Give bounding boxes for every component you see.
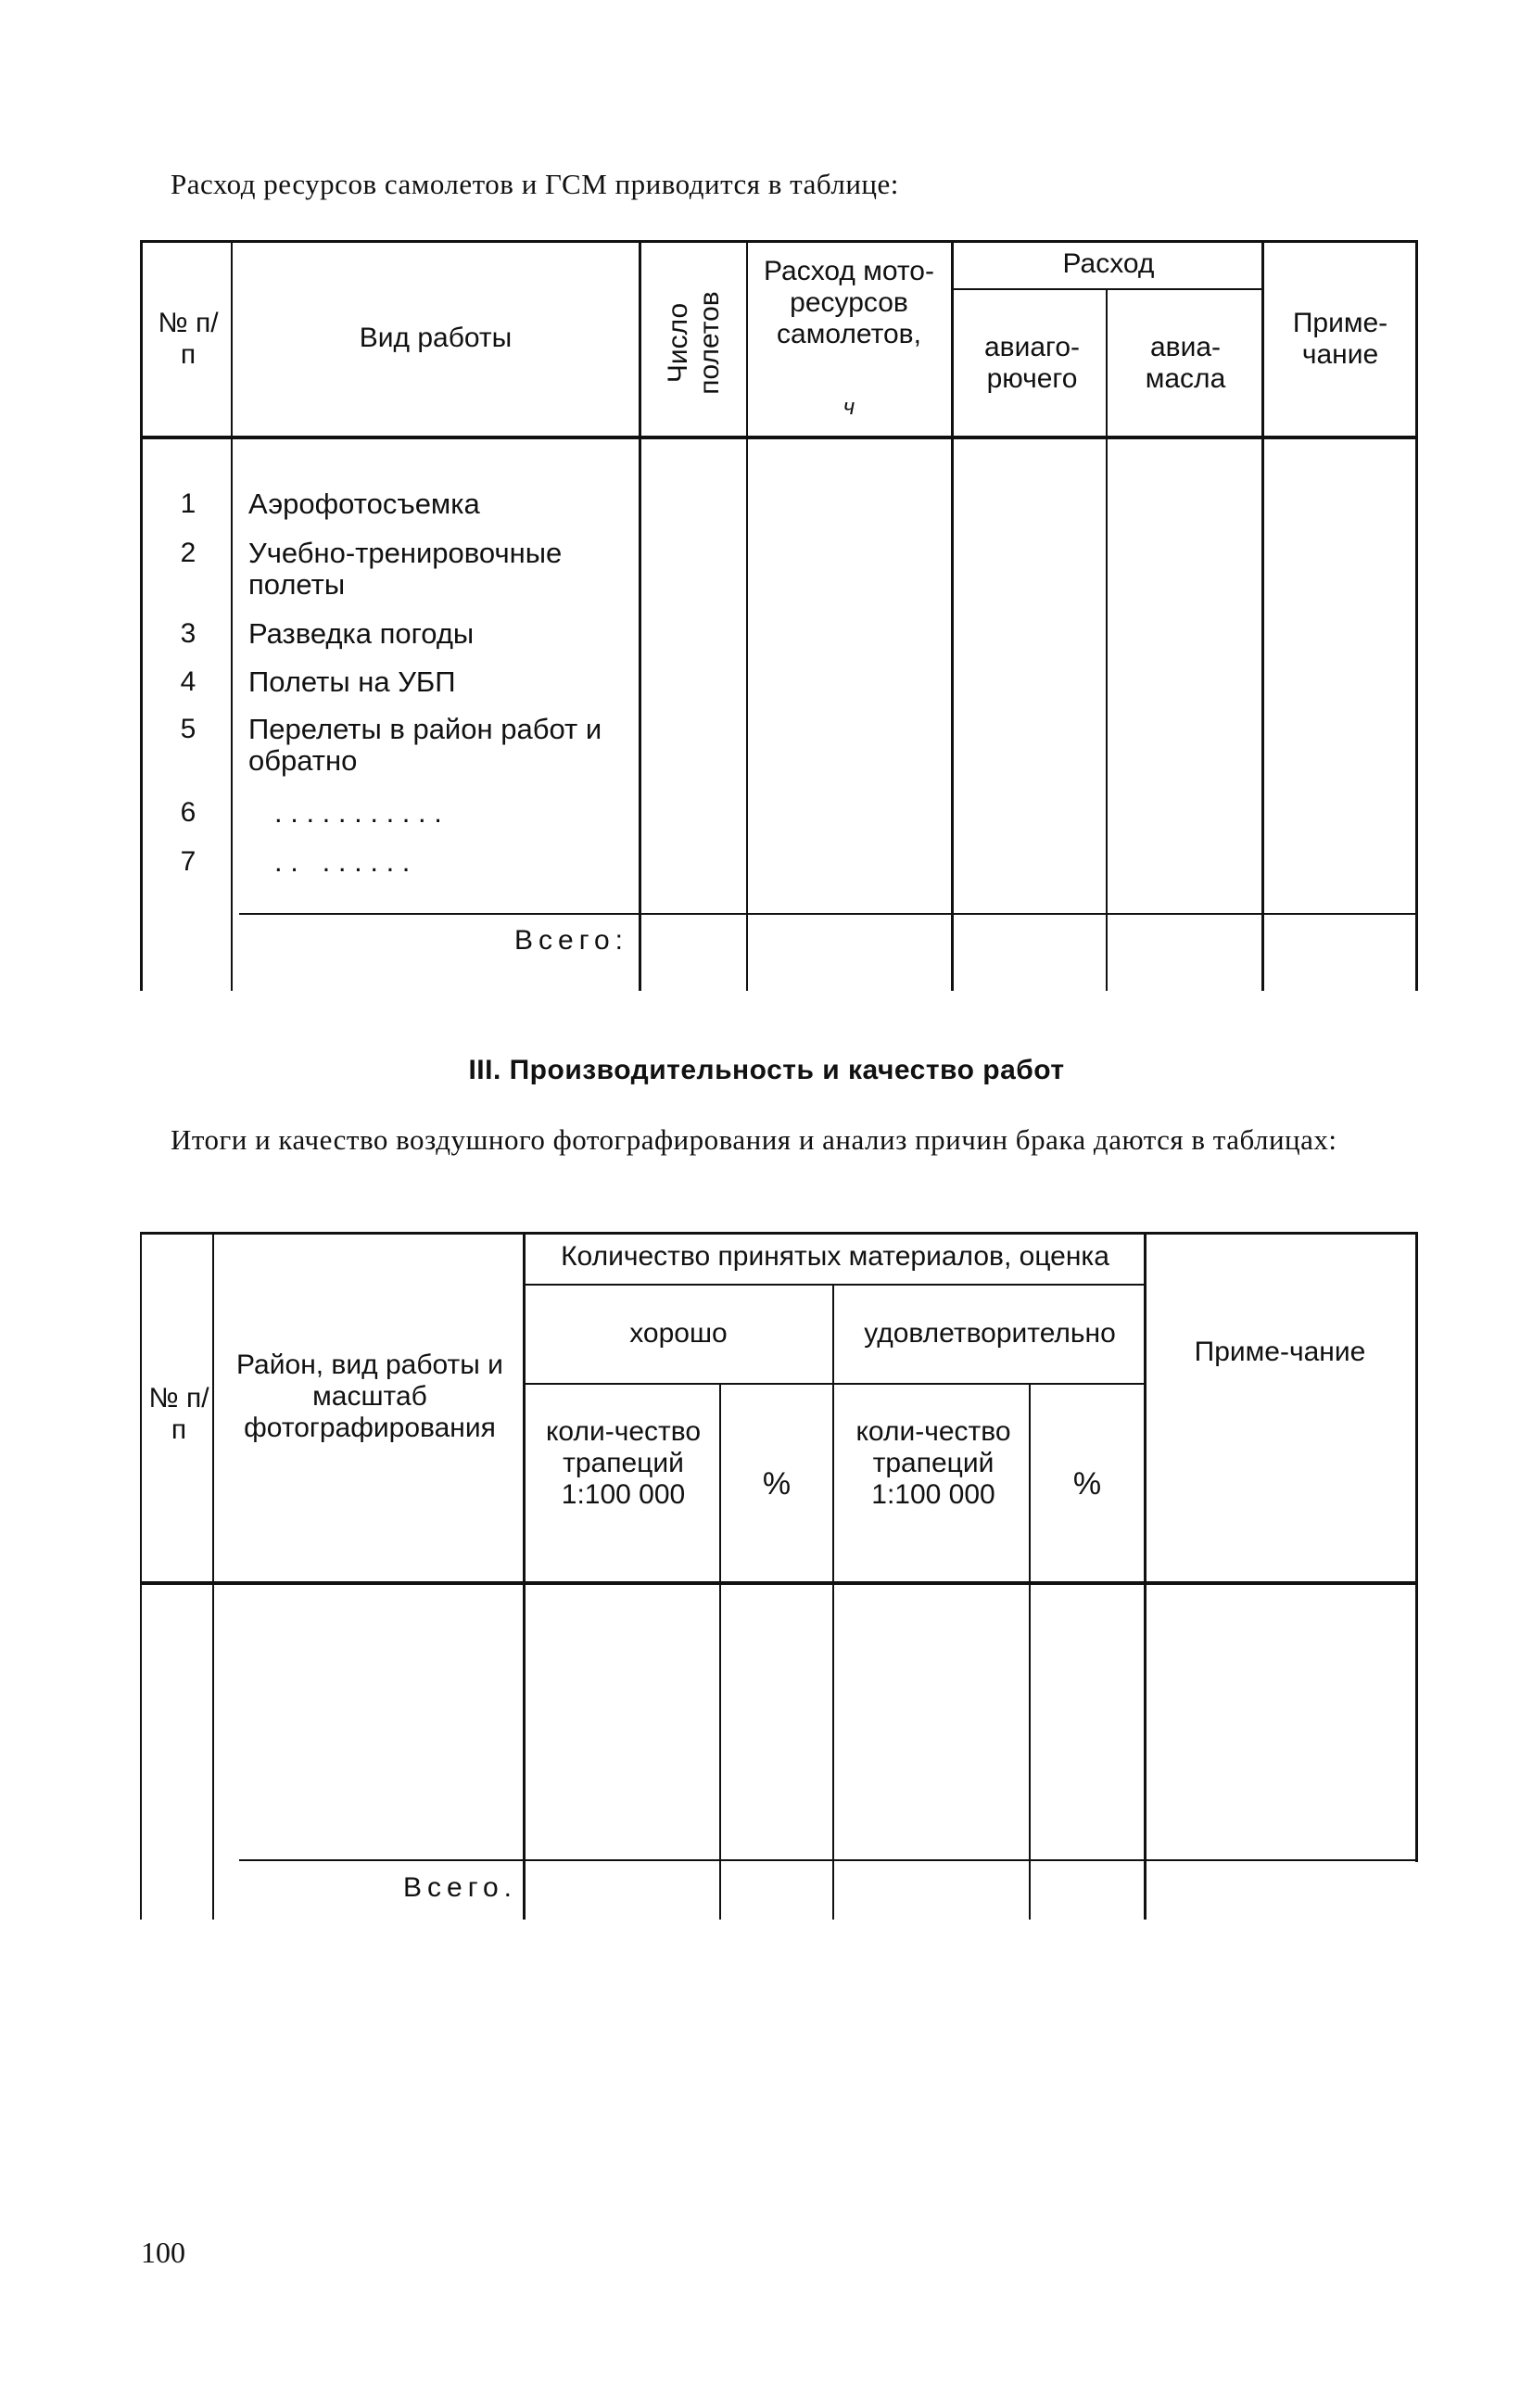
t2-header-accepted: Количество принятых материалов, оценка <box>561 1241 1109 1272</box>
t1-row-name: Разведка погоды <box>248 617 475 650</box>
t2-header-count-good: коли-чество трапеций 1:100 000 <box>545 1416 702 1510</box>
t1-header-note: Приме-чание <box>1292 308 1388 370</box>
t1-header-motor: Расход мото-ресурсов самолетов, <box>764 256 934 349</box>
t2-header-note: Приме-чание <box>1194 1337 1366 1367</box>
t1-row-num: 7 <box>180 846 196 877</box>
t1-row-num: 4 <box>180 666 196 697</box>
t1-row-num: 3 <box>180 618 196 649</box>
t2-header-satisfactory: удовлетворительно <box>864 1318 1116 1349</box>
t1-header-num: № п/п <box>158 308 219 370</box>
t1-row-num: 5 <box>180 714 196 744</box>
t1-header-flights: Число полетов <box>663 291 725 395</box>
t1-row-num: 6 <box>180 797 196 828</box>
t1-total-label: Всего: <box>514 925 628 956</box>
t1-row-num: 2 <box>180 538 196 568</box>
section-heading: III. Производительность и качество работ <box>468 1055 1065 1085</box>
t1-row-name: Перелеты в район работ и обратно <box>248 713 602 777</box>
t1-row-name: Аэрофотосъемка <box>248 488 480 520</box>
t1-row-num: 1 <box>180 488 196 519</box>
t1-row-name: . . . . . . . . . . . <box>274 796 442 829</box>
t1-row-name: Полеты на УБП <box>248 665 456 698</box>
t1-header-motor-unit: ч <box>843 395 855 420</box>
t2-header-percent-satisfactory: % <box>1072 1466 1102 1502</box>
t2-header-percent-good: % <box>762 1466 792 1502</box>
t2-header-num: № п/п <box>148 1383 209 1445</box>
intro-paragraph-1: Расход ресурсов самолетов и ГСМ приводится в таблице: <box>171 168 899 200</box>
t1-row-name: . . . . . . . . <box>274 845 411 878</box>
t1-header-oil: авиа-масла <box>1145 332 1226 394</box>
page-number: 100 <box>141 2236 185 2269</box>
t2-header-count-satisfactory: коли-чество трапеций 1:100 000 <box>855 1416 1011 1510</box>
t1-header-rashod: Расход <box>1062 248 1155 279</box>
t1-row-name: Учебно-тренировочные полеты <box>248 537 563 601</box>
t2-header-region: Район, вид работы и масштаб фотографирования <box>236 1350 503 1443</box>
intro-paragraph-2: Итоги и качество воздушного фотографирования и анализ причин брака даются в таблицах: <box>171 1123 1337 1156</box>
t1-header-fuel: авиаго-рючего <box>983 332 1081 394</box>
t2-total-label: Всего. <box>403 1872 517 1903</box>
t1-header-work: Вид работы <box>359 323 513 353</box>
t2-header-good: хорошо <box>629 1318 728 1349</box>
